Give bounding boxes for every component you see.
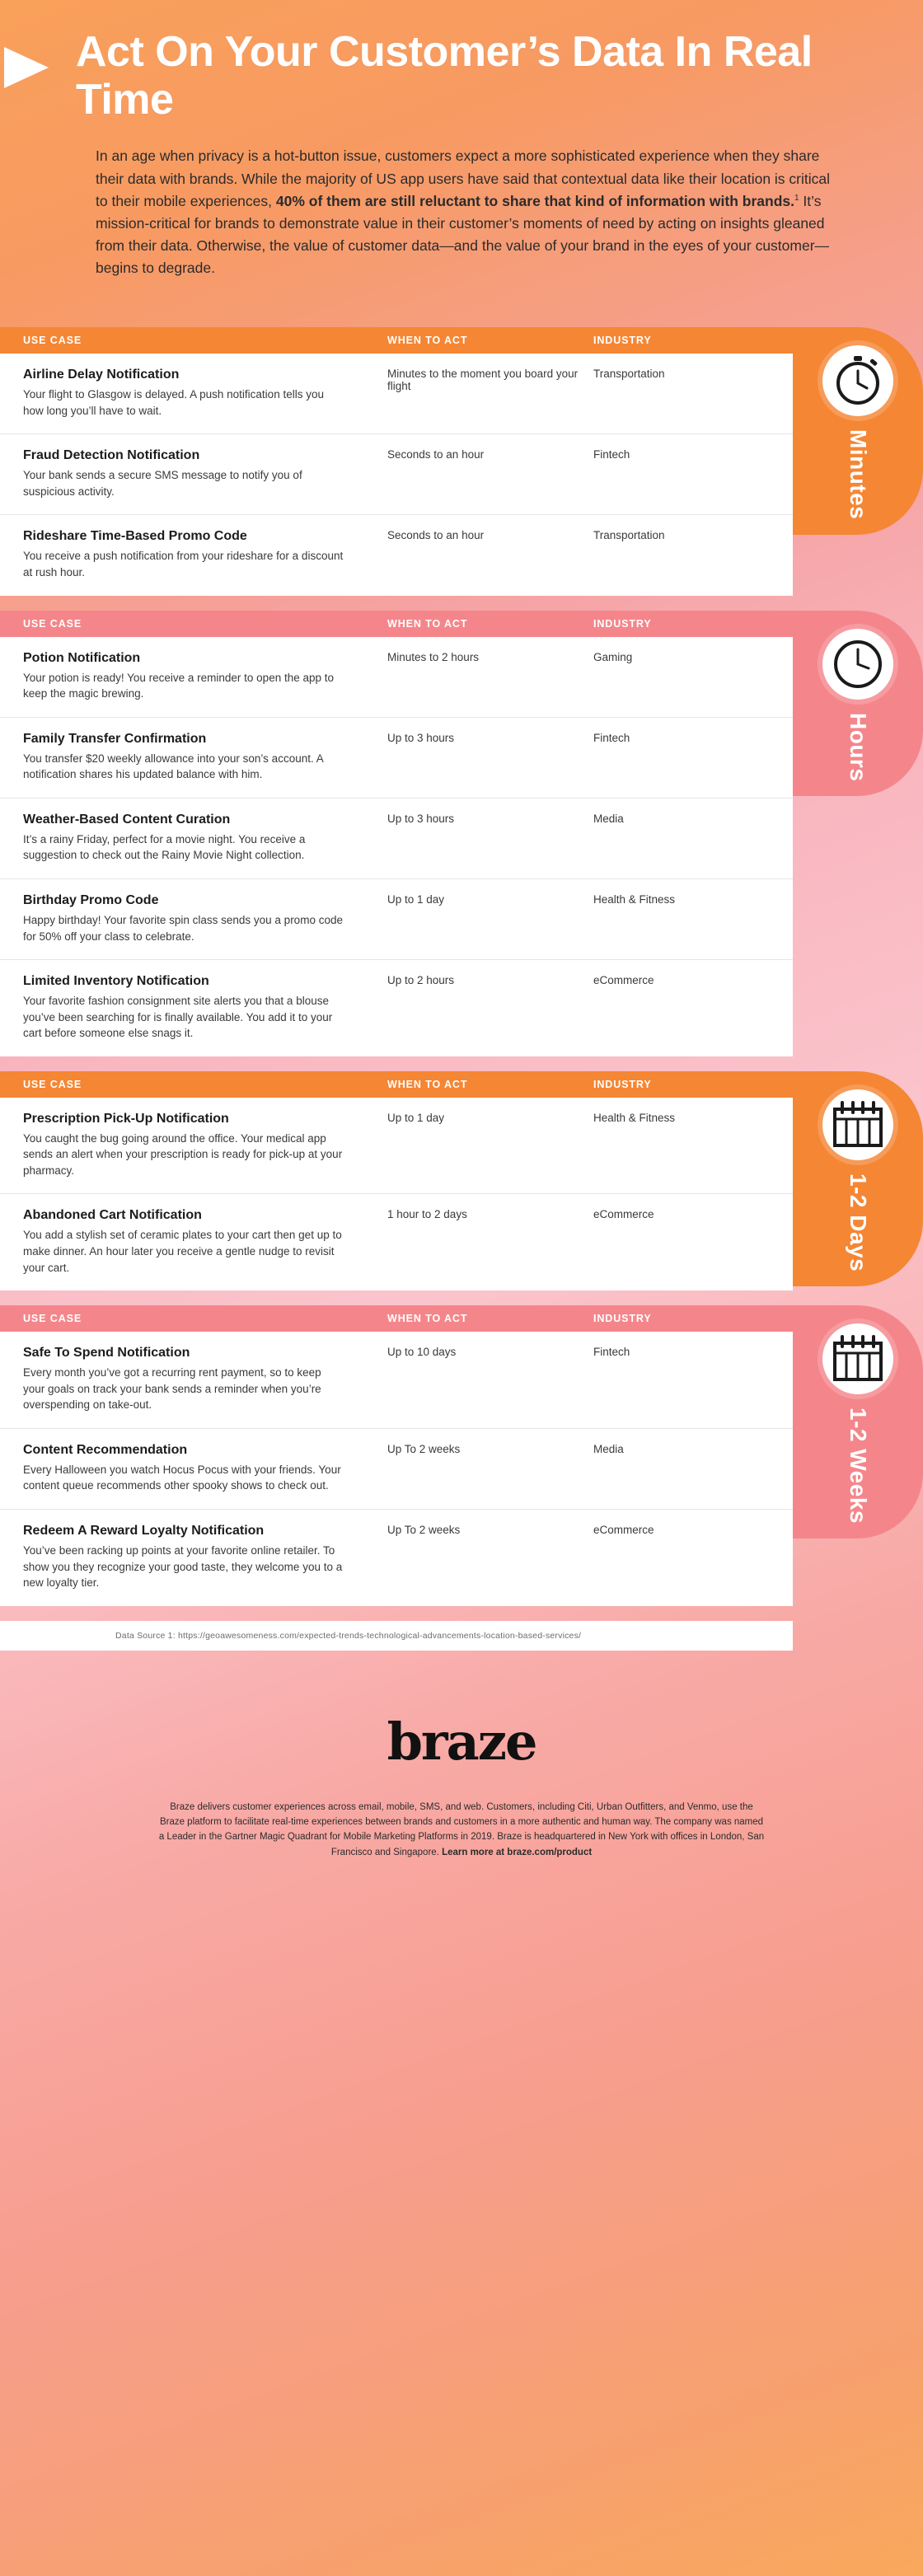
use-case-title: Limited Inventory Notification [23,974,209,989]
intro-paragraph [96,145,837,279]
use-case-table [0,1305,793,1606]
column-header-when-to-act: WHEN TO ACT [387,1313,468,1325]
when-to-act-cell: Up to 2 hours [387,974,455,987]
timeframe-tab [793,611,923,796]
use-case-title: Prescription Pick-Up Notification [23,1111,229,1126]
use-case-cell [0,892,387,944]
use-case-cell [0,973,387,1042]
use-case-title: Abandoned Cart Notification [23,1208,202,1223]
when-to-act-cell: Minutes to the moment you board your flight [387,368,579,393]
use-case-description: You transfer $20 weekly allowance into your son’s account. A notification shares his updated balance with him. [23,752,323,781]
use-case-title: Family Transfer Confirmation [23,731,207,746]
table-row [0,434,793,515]
intro-text-bold: 40% of them are still reluctant to share that kind of information with brands. [275,192,794,209]
use-case-description: Happy birthday! Your favorite spin class sends you a promo code for 50% off your class to celebrate. [23,913,343,943]
table-row [0,718,793,799]
industry-cell: Media [593,812,624,825]
use-case-description: Your potion is ready! You receive a reminder to open the app to keep the magic brewing. [23,671,335,700]
industry-cell: eCommerce [593,974,654,987]
when-to-act-cell: Up To 2 weeks [387,1523,461,1536]
industry-cell: Health & Fitness [593,1111,676,1124]
column-header-when-to-act: WHEN TO ACT [387,617,468,630]
timeframe-tab [793,1305,923,1539]
column-header-industry: INDUSTRY [593,335,652,347]
use-case-cell [0,650,387,702]
table-row [0,879,793,960]
use-case-description: Your favorite fashion consignment site alerts you that a blouse you’ve been searching for is finally available. You add it to your cart before someone else snags it. [23,995,333,1040]
table-row [0,799,793,879]
table-row [0,960,793,1056]
table-row [0,515,793,595]
industry-cell: Fintech [593,731,630,744]
footer-cta-link[interactable]: Learn more at braze.com/product [442,1847,593,1857]
intro-text-part2: It’s mission-critical for brands to demonstrate value in their customer’s moments of need by acting on insights gleaned from their data. Otherwise, the value of customer data—and the value of your brand in the eyes of your customer—begins to degrade. [96,192,830,277]
timeframe-tab [793,1071,923,1286]
footer [0,1679,923,1900]
timeframe-label: Minutes [846,429,871,520]
when-to-act-cell: Up to 3 hours [387,731,455,744]
industry-cell: Transportation [593,529,665,542]
table-row [0,1510,793,1606]
use-case-cell [0,1345,387,1413]
use-case-cell [0,1111,387,1179]
use-case-cell [0,447,387,499]
use-case-cell [0,1207,387,1276]
when-to-act-cell: Up to 3 hours [387,812,455,825]
timeframe-label: 1-2 Weeks [846,1407,871,1525]
stopwatch-icon [822,345,893,416]
industry-cell: eCommerce [593,1208,654,1221]
column-header-industry: INDUSTRY [593,617,652,630]
when-to-act-cell: Up To 2 weeks [387,1442,461,1455]
use-case-title: Content Recommendation [23,1442,188,1457]
when-to-act-cell: Up to 10 days [387,1346,457,1359]
industry-cell: Fintech [593,1346,630,1359]
use-case-title: Birthday Promo Code [23,892,159,907]
timeframe-label: 1-2 Days [846,1173,871,1272]
intro-text-part1: In an age when privacy is a hot-button issue, customers expect a more sophisticated experience when they share their data with brands. While the majority of US app users have said that contextual data like their location is critical to their mobile experiences, [96,148,830,209]
use-case-table [0,327,793,595]
table-row [0,637,793,718]
use-case-cell [0,731,387,783]
industry-cell: Gaming [593,650,633,663]
use-case-description: You add a stylish set of ceramic plates to your cart then get up to make dinner. An hour later you receive a gentle nudge to revisit your cart. [23,1229,342,1274]
use-case-title: Potion Notification [23,650,141,665]
clock-icon [822,629,893,700]
table-row [0,1194,793,1290]
intro-footnote-marker: 1 [794,193,799,203]
timeframe-section [0,327,923,595]
table-header-row [0,1305,793,1332]
column-header-use-case: USE CASE [23,335,82,347]
industry-cell: Media [593,1442,624,1455]
table-row [0,354,793,434]
when-to-act-cell: Seconds to an hour [387,448,485,461]
use-case-description: Your bank sends a secure SMS message to notify you of suspicious activity. [23,469,302,498]
use-case-cell [0,528,387,580]
column-header-when-to-act: WHEN TO ACT [387,335,468,347]
sections-container [0,312,923,1605]
when-to-act-cell: Up to 1 day [387,892,445,906]
use-case-title: Rideshare Time-Based Promo Code [23,529,247,544]
column-header-when-to-act: WHEN TO ACT [387,1078,468,1090]
when-to-act-cell: Seconds to an hour [387,529,485,542]
use-case-description: It’s a rainy Friday, perfect for a movie night. You receive a suggestion to check out the Rainy Movie Night collection. [23,832,306,862]
column-header-industry: INDUSTRY [593,1313,652,1325]
timeframe-section [0,611,923,1056]
when-to-act-cell: Minutes to 2 hours [387,650,480,663]
use-case-title: Weather-Based Content Curation [23,812,231,827]
table-row [0,1098,793,1195]
use-case-description: You caught the bug going around the office. Your medical app sends an alert when your prescription is ready for pick-up at your pharmacy. [23,1131,343,1177]
timeframe-section [0,1305,923,1606]
industry-cell: eCommerce [593,1523,654,1536]
use-case-cell [0,1523,387,1591]
table-header-row [0,611,793,637]
use-case-description: You’ve been racking up points at your favorite online retailer. To show you they recognize your good taste, they welcome you to a new loyalty tier. [23,1543,343,1590]
use-case-cell [0,367,387,419]
timeframe-section [0,1071,923,1290]
table-row [0,1332,793,1429]
braze-logo: braze [387,1711,536,1772]
use-case-title: Safe To Spend Notification [23,1346,190,1361]
table-header-row [0,1071,793,1098]
when-to-act-cell: Up to 1 day [387,1111,445,1124]
use-case-title: Fraud Detection Notification [23,448,200,463]
table-header-row [0,327,793,354]
use-case-cell [0,812,387,864]
use-case-description: Every month you’ve got a recurring rent payment, so to keep your goals on track your bank sends a reminder when you’re overspending on take-out. [23,1366,321,1412]
industry-cell: Fintech [593,448,630,461]
use-case-description: You receive a push notification from your rideshare for a discount at rush hour. [23,550,344,579]
industry-cell: Health & Fitness [593,892,676,906]
arrow-icon [0,43,66,92]
footer-description [157,1800,766,1861]
use-case-table [0,611,793,1056]
header [0,0,923,312]
timeframe-label: Hours [846,712,871,781]
timeframe-tab [793,327,923,534]
data-source-note: Data Source 1: https://geoawesomeness.com/expected-trends-technological-advancements-location-based-services/ [0,1621,793,1651]
industry-cell: Transportation [593,368,665,381]
column-header-use-case: USE CASE [23,617,82,630]
when-to-act-cell: 1 hour to 2 days [387,1208,467,1221]
column-header-use-case: USE CASE [23,1313,82,1325]
use-case-title: Airline Delay Notification [23,368,180,382]
column-header-use-case: USE CASE [23,1078,82,1090]
calendar-icon [822,1323,893,1394]
column-header-industry: INDUSTRY [593,1078,652,1090]
footer-text-part1: Braze delivers customer experiences across email, mobile, SMS, and web. Customers, including Citi, Urban Outfitters, and Venmo, use the Braze platform to facilitate real-time experiences between brands and customers in a more authentic and human way. The company was named a Leader in the Gartner Magic Quadrant for Mobile Marketing Platforms in 2019. Braze is headquartered in New York with offices in London, San Francisco and Singapore. [158,1801,765,1857]
use-case-cell [0,1442,387,1494]
calendar-icon [822,1089,893,1160]
use-case-description: Every Halloween you watch Hocus Pocus with your friends. Your content queue recommends other spooky shows to check out. [23,1463,341,1492]
use-case-table [0,1071,793,1290]
use-case-title: Redeem A Reward Loyalty Notification [23,1523,265,1538]
use-case-description: Your flight to Glasgow is delayed. A push notification tells you how long you’ll have to wait. [23,388,324,417]
table-row [0,1429,793,1510]
page-title: Act On Your Customer’s Data In Real Time [76,28,813,124]
